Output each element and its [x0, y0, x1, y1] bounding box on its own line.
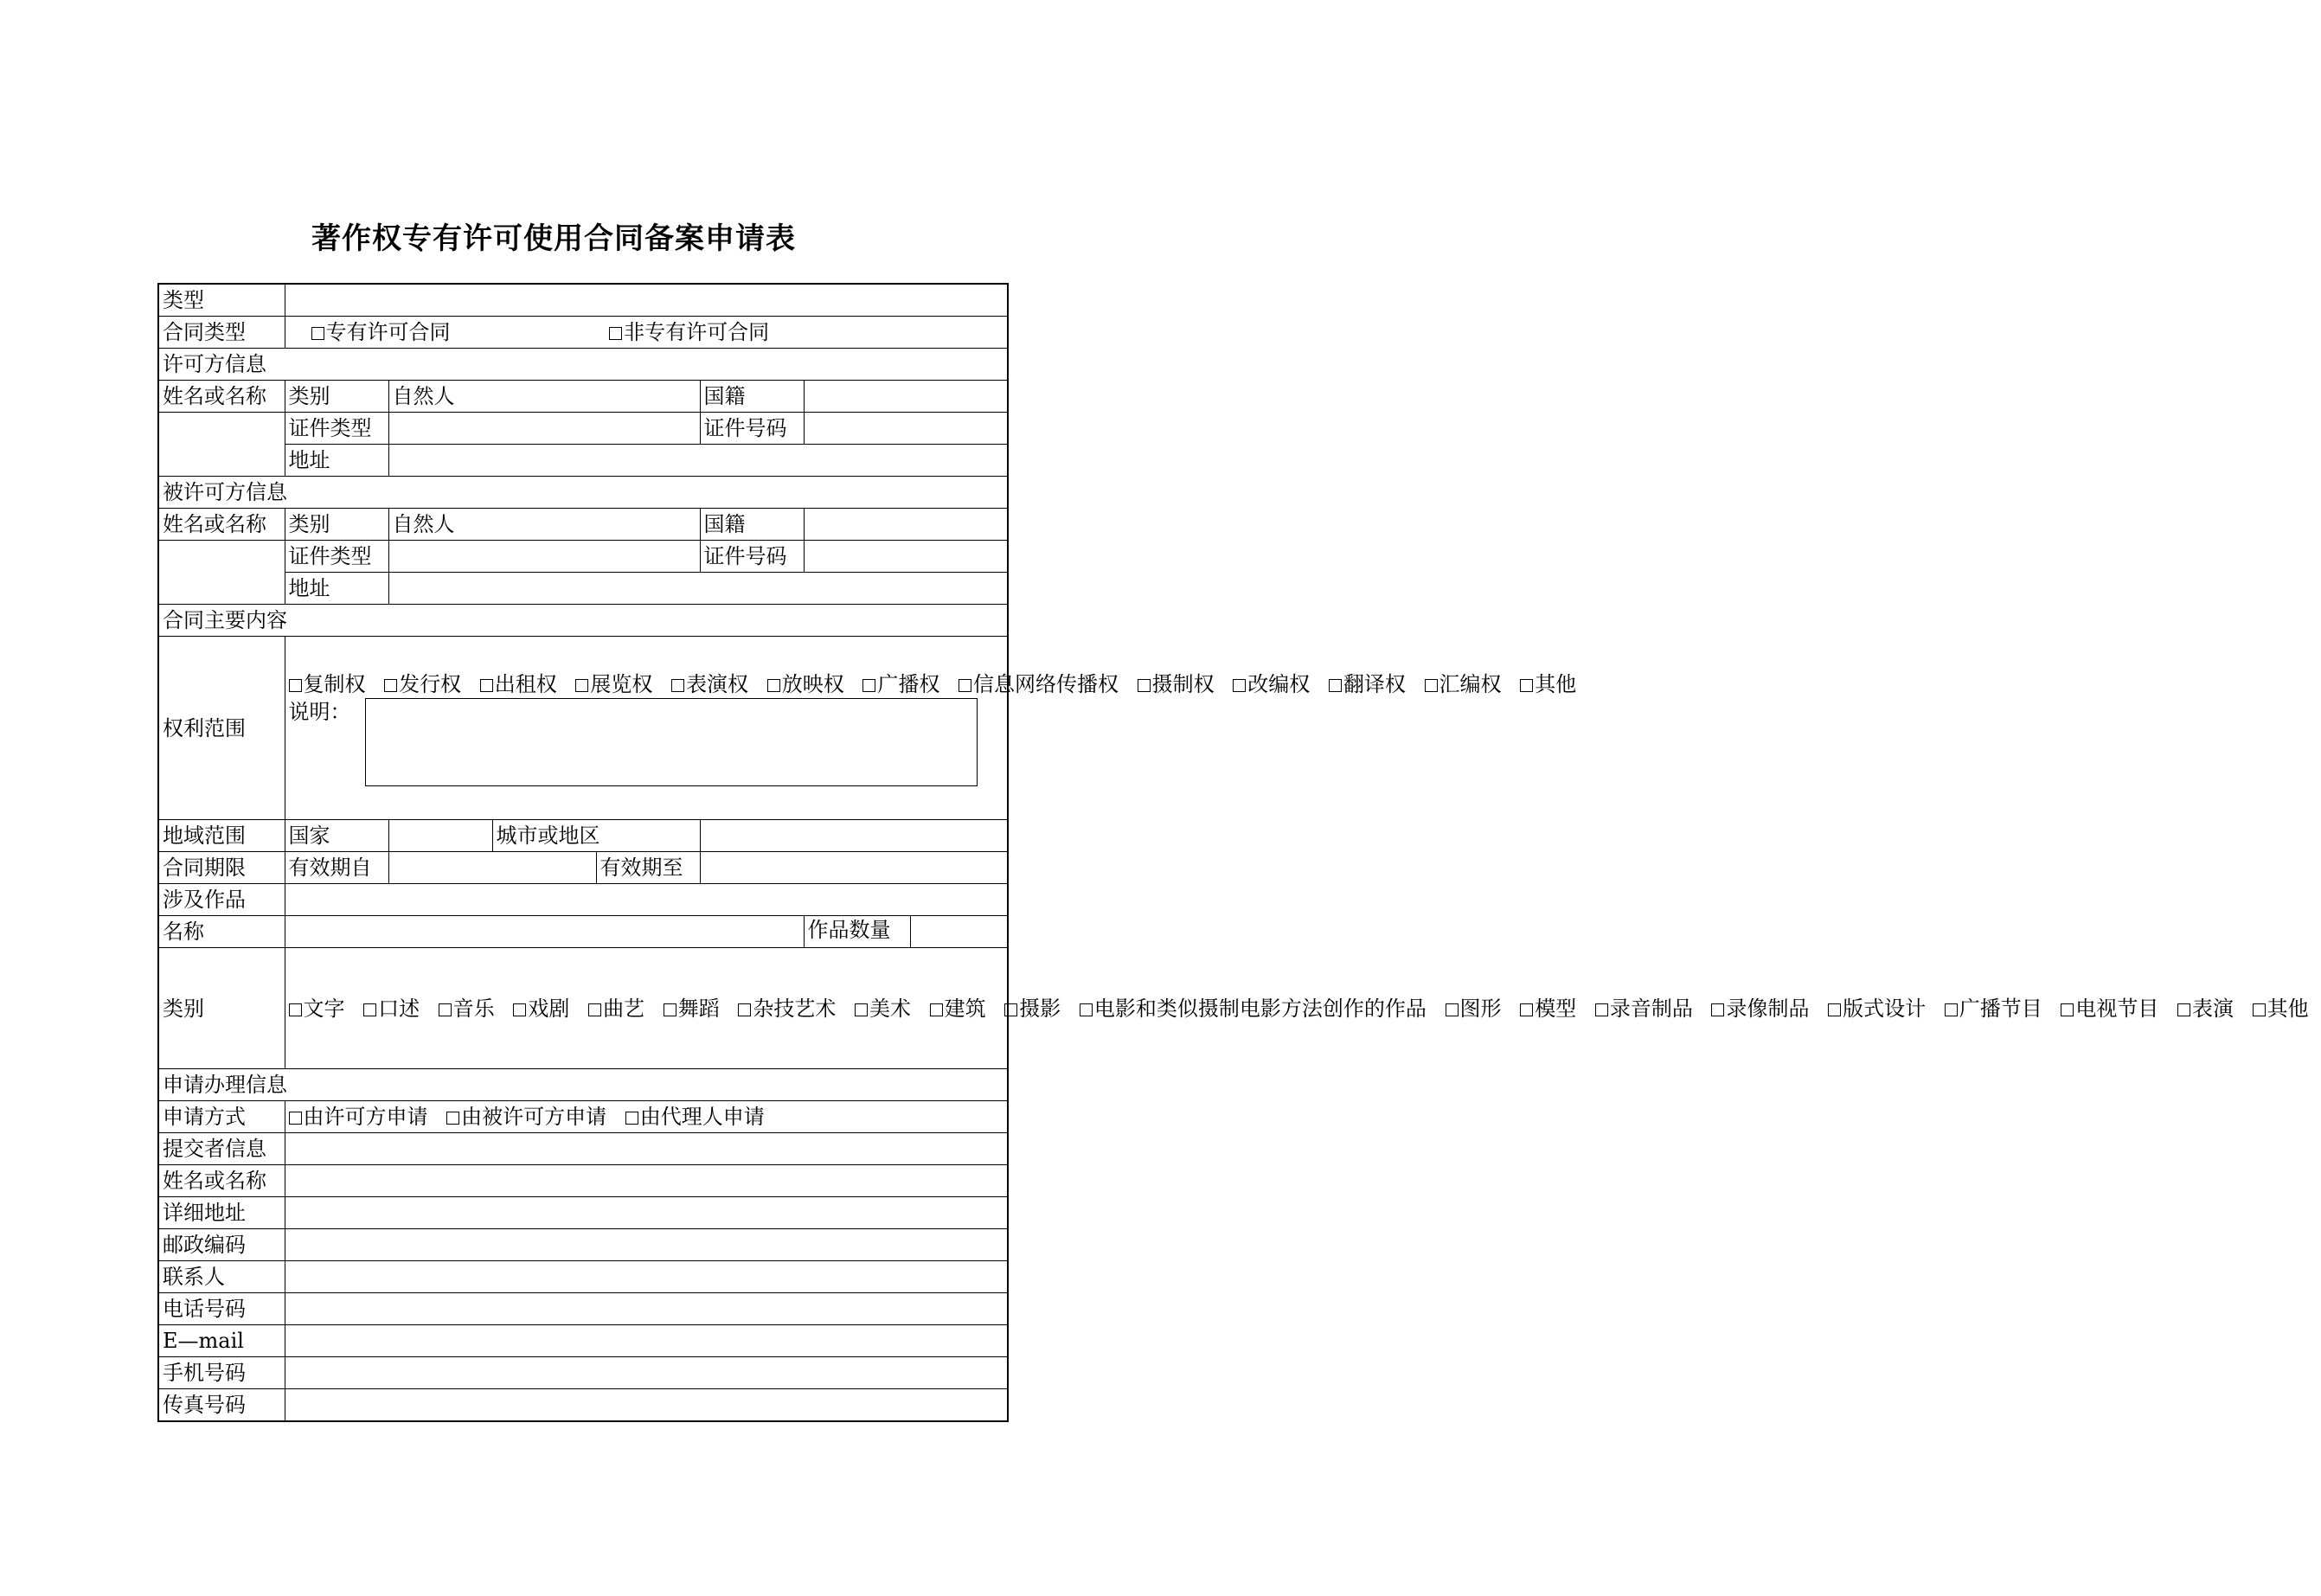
work-count-field[interactable]: [911, 916, 1008, 947]
region-label: 地域范围: [158, 820, 285, 852]
city-label: 城市或地区: [492, 820, 700, 852]
work-category-option[interactable]: [2177, 997, 2234, 1021]
work-category-option[interactable]: [363, 997, 420, 1021]
mobile-field[interactable]: [285, 1357, 1008, 1389]
row-type: [158, 284, 1008, 317]
licensor-section-heading: 许可方信息: [158, 349, 1008, 381]
checkbox-icon[interactable]: [513, 1003, 526, 1016]
phone-label: 电话号码: [158, 1293, 285, 1325]
work-category-option-label: 图形: [1459, 996, 1502, 1021]
fax-field[interactable]: [285, 1389, 1008, 1422]
checkbox-icon[interactable]: [588, 1003, 601, 1016]
apply-method-option-label: 由代理人申请: [639, 1105, 765, 1129]
type-value-field[interactable]: [285, 284, 1008, 317]
checkbox-icon[interactable]: [855, 1003, 868, 1016]
row-email: [158, 1325, 1008, 1357]
work-category-option-label: 模型: [1535, 996, 1577, 1021]
licensor-address-label: 地址: [285, 445, 388, 477]
row-postcode: [158, 1229, 1008, 1261]
apply-section-heading: 申请办理信息: [158, 1069, 1008, 1101]
checkbox-icon[interactable]: [363, 1003, 376, 1016]
right-option-label: 发行权: [399, 671, 462, 696]
email-label: E—mail: [158, 1325, 285, 1357]
postcode-field[interactable]: [285, 1229, 1008, 1261]
licensee-id-number-label: 证件号码: [700, 541, 804, 573]
row-submitter-name: [158, 1165, 1008, 1197]
checkbox-icon[interactable]: [439, 1003, 452, 1016]
row-work-category: [158, 948, 1008, 1069]
work-category-option-label: 版式设计: [1843, 996, 1927, 1021]
row-licensor-id: [158, 413, 1008, 445]
apply-method-option[interactable]: [446, 1105, 606, 1129]
checkbox-icon[interactable]: [959, 679, 971, 692]
licensee-section-heading: 被许可方信息: [158, 477, 1008, 509]
valid-from-label: 有效期自: [285, 852, 388, 884]
work-category-option[interactable]: [855, 997, 911, 1021]
work-category-option[interactable]: [1828, 997, 1926, 1021]
row-apply-section: [158, 1069, 1008, 1101]
row-licensor-address: [158, 445, 1008, 477]
checkbox-icon[interactable]: [1520, 679, 1533, 692]
work-category-option-label: 广播节目: [1959, 996, 2042, 1021]
contact-field[interactable]: [285, 1261, 1008, 1293]
work-category-option-label: 电视节目: [2075, 996, 2159, 1021]
work-category-option-label: 电影和类似摄制电影方法创作的作品: [1093, 996, 1427, 1021]
work-name-field[interactable]: [285, 916, 804, 948]
licensee-nationality-label: 国籍: [700, 509, 804, 541]
city-field[interactable]: [700, 820, 1008, 852]
checkbox-icon[interactable]: [1945, 1003, 1958, 1016]
licensee-name-label: 姓名或名称: [158, 509, 285, 541]
work-category-option[interactable]: [1004, 997, 1061, 1021]
rights-scope-options: [285, 637, 1577, 820]
checkbox-icon[interactable]: [2061, 1003, 2074, 1016]
licensee-id-type-label: 证件类型: [285, 541, 388, 573]
apply-method-options: [285, 1101, 1008, 1133]
checkbox-icon[interactable]: [738, 1003, 751, 1016]
row-contract-type: [158, 317, 1008, 349]
work-category-option-label: 录音制品: [1609, 996, 1693, 1021]
work-category-options: [285, 948, 2309, 1069]
row-submitter-section: [158, 1133, 1008, 1165]
work-name-label: 名称: [158, 916, 285, 948]
checkbox-icon[interactable]: [289, 1003, 302, 1016]
work-category-option-label: 曲艺: [603, 996, 645, 1021]
checkbox-icon[interactable]: [625, 1112, 638, 1125]
work-category-option[interactable]: [588, 997, 644, 1021]
licensor-id-number-field[interactable]: [804, 413, 1008, 445]
right-option[interactable]: [1329, 672, 1406, 696]
right-option-label: 摄制权: [1151, 671, 1215, 696]
work-category-option-label: 杂技艺术: [753, 996, 837, 1021]
checkbox-icon[interactable]: [575, 679, 588, 692]
checkbox-icon[interactable]: [664, 1003, 676, 1016]
checkbox-icon[interactable]: [2177, 1003, 2190, 1016]
contact-label: 联系人: [158, 1261, 285, 1293]
row-works-section: [158, 884, 1008, 916]
submitter-section-field[interactable]: [285, 1133, 1008, 1165]
rights-options-list: [289, 670, 1577, 698]
right-option[interactable]: [289, 672, 366, 696]
right-option-label: 广播权: [877, 671, 940, 696]
checkbox-icon[interactable]: [1233, 679, 1246, 692]
work-category-option[interactable]: [2253, 997, 2309, 1021]
row-phone: [158, 1293, 1008, 1325]
checkbox-icon[interactable]: [1138, 679, 1151, 692]
contract-type-options: [285, 317, 1008, 349]
apply-method-option-label: 由被许可方申请: [461, 1105, 607, 1129]
checkbox-icon[interactable]: [1329, 679, 1342, 692]
work-category-option[interactable]: [1446, 997, 1502, 1021]
submitter-name-field[interactable]: [285, 1165, 1008, 1197]
right-option[interactable]: [480, 672, 557, 696]
type-label: 类型: [158, 284, 285, 317]
licensor-id-type-label: 证件类型: [285, 413, 388, 445]
detail-address-label: 详细地址: [158, 1197, 285, 1229]
row-term: [158, 852, 1008, 884]
work-category-option-label: 其他: [2267, 996, 2309, 1021]
work-category-option[interactable]: [1520, 997, 1576, 1021]
work-category-option-label: 文字: [303, 996, 345, 1021]
licensor-category-label: 类别: [285, 381, 388, 413]
right-option-label: 展览权: [590, 671, 653, 696]
work-category-option[interactable]: [513, 997, 569, 1021]
licensor-nationality-field[interactable]: [804, 381, 1008, 413]
row-apply-method: [158, 1101, 1008, 1133]
row-region: [158, 820, 1008, 852]
mobile-label: 手机号码: [158, 1357, 285, 1389]
checkbox-icon[interactable]: [930, 1003, 943, 1016]
apply-method-option[interactable]: [625, 1105, 765, 1129]
work-category-option[interactable]: [738, 997, 836, 1021]
right-option[interactable]: [959, 672, 1119, 696]
checkbox-icon[interactable]: [1080, 1003, 1093, 1016]
detail-address-field[interactable]: [285, 1197, 1008, 1229]
works-section-label: 涉及作品: [158, 884, 285, 916]
work-category-option-label: 表演: [2192, 996, 2234, 1021]
right-option[interactable]: [862, 672, 939, 696]
apply-method-option[interactable]: [289, 1105, 428, 1129]
licensee-name-field[interactable]: [158, 541, 285, 605]
right-option[interactable]: [1520, 672, 1576, 696]
contract-main-section-heading: 合同主要内容: [158, 605, 1008, 637]
row-licensee-section: [158, 477, 1008, 509]
valid-to-label: 有效期至: [596, 852, 700, 884]
work-count-cell: [804, 916, 1008, 948]
option-exclusive[interactable]: 专有许可合同: [311, 320, 451, 344]
note-label: 说明：: [288, 699, 351, 724]
row-licensee-category: [158, 509, 1008, 541]
right-option-label: 翻译权: [1343, 671, 1406, 696]
licensee-address-label: 地址: [285, 573, 388, 605]
row-licensee-address: [158, 573, 1008, 605]
row-contact: [158, 1261, 1008, 1293]
right-option-label: 出租权: [494, 671, 557, 696]
phone-field[interactable]: [285, 1293, 1008, 1325]
postcode-label: 邮政编码: [158, 1229, 285, 1261]
right-option[interactable]: [671, 672, 748, 696]
right-option[interactable]: [767, 672, 844, 696]
licensee-id-type-field[interactable]: [388, 541, 700, 573]
work-category-option-label: 舞蹈: [677, 996, 720, 1021]
right-option[interactable]: [384, 672, 461, 696]
work-category-option[interactable]: [289, 997, 345, 1021]
licensor-id-number-label: 证件号码: [700, 413, 804, 445]
right-option-label: 汇编权: [1439, 671, 1502, 696]
right-option-label: 放映权: [781, 671, 844, 696]
work-category-option-label: 音乐: [452, 996, 495, 1021]
right-option-label: 表演权: [686, 671, 749, 696]
row-rights-scope: [158, 637, 1008, 820]
work-category-option[interactable]: [664, 997, 720, 1021]
note-textbox[interactable]: [365, 698, 978, 786]
work-category-option[interactable]: [1711, 997, 1809, 1021]
checkbox-icon[interactable]: [1425, 679, 1438, 692]
checkbox-icon[interactable]: [671, 679, 684, 692]
right-option[interactable]: [1233, 672, 1310, 696]
licensor-nationality-label: 国籍: [700, 381, 804, 413]
licensor-name-label: 姓名或名称: [158, 381, 285, 413]
licensee-nationality-field[interactable]: [804, 509, 1008, 541]
right-option-label: 信息网络传播权: [972, 671, 1119, 696]
licensor-category-value[interactable]: 自然人: [388, 381, 700, 413]
work-category-option[interactable]: [1945, 997, 2042, 1021]
apply-method-label: 申请方式: [158, 1101, 285, 1133]
right-option-label: 改编权: [1247, 671, 1311, 696]
work-category-option-label: 摄影: [1019, 996, 1061, 1021]
licensee-category-value[interactable]: 自然人: [388, 509, 700, 541]
row-fax: [158, 1389, 1008, 1422]
contract-type-label: 合同类型: [158, 317, 285, 349]
row-licensor-category: [158, 381, 1008, 413]
row-work-name: [158, 916, 1008, 948]
checkbox-icon[interactable]: [609, 327, 622, 340]
checkbox-icon[interactable]: [289, 1112, 302, 1125]
row-mobile: [158, 1357, 1008, 1389]
work-category-option-label: 戏剧: [528, 996, 570, 1021]
licensor-address-field[interactable]: [388, 445, 1008, 477]
checkbox-icon[interactable]: [1004, 1003, 1017, 1016]
right-option-label: 其他: [1535, 671, 1577, 696]
rights-scope-label: 权利范围: [158, 637, 285, 820]
work-category-option-label: 建筑: [944, 996, 986, 1021]
right-option-label: 复制权: [303, 671, 366, 696]
work-category-option-label: 美术: [869, 996, 911, 1021]
work-category-option[interactable]: [1595, 997, 1693, 1021]
checkbox-icon[interactable]: [862, 679, 875, 692]
licensor-name-field[interactable]: [158, 413, 285, 477]
checkbox-icon[interactable]: [480, 679, 493, 692]
row-contract-main-section: [158, 605, 1008, 637]
licensor-id-type-field[interactable]: [388, 413, 700, 445]
right-option[interactable]: [1425, 672, 1502, 696]
work-category-option-label: 口述: [378, 996, 420, 1021]
country-label: 国家: [285, 820, 388, 852]
right-option[interactable]: [1138, 672, 1215, 696]
work-category-label: 类别: [158, 948, 285, 1069]
checkbox-icon[interactable]: [1595, 1003, 1608, 1016]
checkbox-icon[interactable]: [446, 1112, 459, 1125]
work-category-option[interactable]: [930, 997, 986, 1021]
checkbox-icon[interactable]: [767, 679, 780, 692]
work-category-option[interactable]: [439, 997, 495, 1021]
licensee-id-number-field[interactable]: [804, 541, 1008, 573]
submitter-section-label: 提交者信息: [158, 1133, 285, 1165]
checkbox-icon[interactable]: [384, 679, 397, 692]
email-field[interactable]: [285, 1325, 1008, 1357]
works-section-field[interactable]: [285, 884, 1008, 916]
submitter-name-label: 姓名或名称: [158, 1165, 285, 1197]
checkbox-icon[interactable]: [1446, 1003, 1459, 1016]
work-category-option[interactable]: [1080, 997, 1427, 1021]
row-detail-address: [158, 1197, 1008, 1229]
checkbox-icon[interactable]: [1711, 1003, 1724, 1016]
row-licensee-id: [158, 541, 1008, 573]
checkbox-icon[interactable]: [1520, 1003, 1533, 1016]
row-licensor-section: [158, 349, 1008, 381]
work-count-label: 作品数量: [805, 916, 911, 947]
right-option[interactable]: [575, 672, 652, 696]
checkbox-icon[interactable]: [311, 327, 324, 340]
application-form-table: [157, 283, 2309, 1422]
checkbox-icon[interactable]: [2253, 1003, 2266, 1016]
option-non-exclusive[interactable]: 非专有许可合同: [609, 320, 769, 344]
form-title: 著作权专有许可使用合同备案申请表: [311, 221, 796, 256]
work-category-option[interactable]: [2061, 997, 2158, 1021]
valid-from-field[interactable]: [388, 852, 596, 884]
licensee-category-label: 类别: [285, 509, 388, 541]
term-label: 合同期限: [158, 852, 285, 884]
licensee-address-field[interactable]: [388, 573, 1008, 605]
work-category-option-label: 录像制品: [1726, 996, 1810, 1021]
fax-label: 传真号码: [158, 1389, 285, 1422]
checkbox-icon[interactable]: [1828, 1003, 1841, 1016]
checkbox-icon[interactable]: [289, 679, 302, 692]
valid-to-field[interactable]: [700, 852, 1008, 884]
country-field[interactable]: [388, 820, 492, 852]
apply-method-option-label: 由许可方申请: [303, 1105, 428, 1129]
